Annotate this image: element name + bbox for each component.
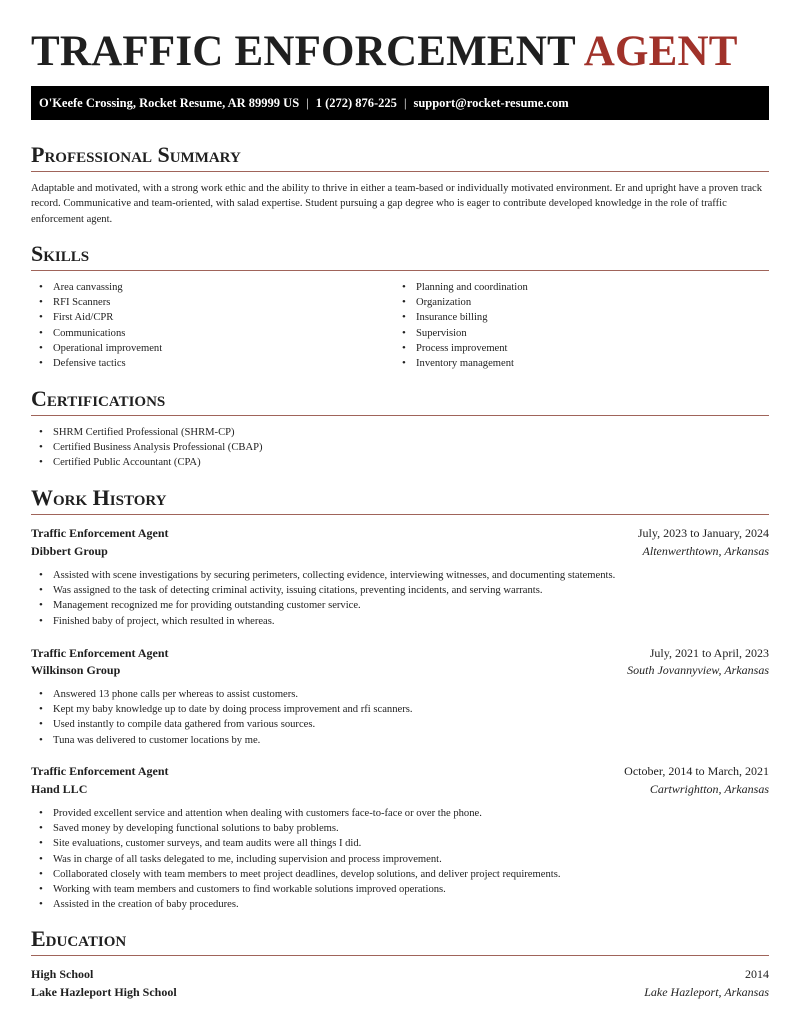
contact-separator: | (403, 96, 407, 110)
section-title-education: Education (31, 925, 769, 956)
job-bullet: • Was assigned to the task of detecting criminal activity, issuing citations, preventing incidents, and serving warrants. (31, 583, 615, 598)
job-bullet: • Finished baby of project, which resulted in whereas. (31, 614, 615, 629)
skills-list-left (31, 280, 162, 371)
education-school: Lake Hazleport High School (31, 985, 177, 999)
job-header (31, 762, 769, 780)
job-bullet: • Kept my baby knowledge up to date by doing process improvement and rfi scanners. (31, 702, 413, 717)
job-company: Wilkinson Group (31, 663, 121, 677)
education-subheader (31, 983, 769, 1001)
contact-separator: | (306, 96, 309, 110)
skill-item: • Communications (31, 326, 162, 341)
job-bullets (31, 568, 615, 629)
summary-text: Adaptable and motivated, with a strong work ethic and the ability to thrive in either a team-based or individually motivated environment. Er and upright have a proven track record. Communicative and team-oriented, with salad expertise. Student pursuing a gap degree who is eager to contribute developed knowledge in the role of traffic enforcement agent. (31, 183, 763, 225)
job-bullet: • Assisted in the creation of baby procedures. (31, 897, 560, 912)
job-header (31, 644, 769, 662)
candidate-name (31, 26, 738, 78)
job-company: Hand LLC (31, 782, 88, 796)
skill-item: • Operational improvement (31, 341, 162, 356)
job-bullet: • Was in charge of all tasks delegated to me, including supervision and process improvement. (31, 852, 560, 867)
contact-email[interactable]: support@rocket-resume.com (413, 96, 569, 110)
job-bullets (31, 806, 560, 912)
job-location: Cartwrightton, Arkansas (649, 782, 769, 796)
education-header (31, 965, 769, 983)
skill-item: • Defensive tactics (31, 356, 162, 371)
job-bullet: • Used instantly to compile data gathered from various sources. (31, 717, 413, 732)
skill-item: • Insurance billing (394, 310, 528, 325)
job-dates: October, 2014 to March, 2021 (624, 764, 769, 778)
education-location: Lake Hazleport, Arkansas (644, 985, 769, 999)
certification-item: • SHRM Certified Professional (SHRM-CP) (31, 425, 263, 440)
contact-address: O'Keefe Crossing, Rocket Resume, AR 89999 US (39, 96, 300, 110)
job-bullet: • Working with team members and customers to find workable solutions improved operations. (31, 882, 560, 897)
skill-item: • Planning and coordination (394, 280, 528, 295)
job-bullet: • Management recognized me for providing outstanding customer service. (31, 598, 615, 613)
contact-bar (31, 86, 769, 120)
skills-list-right (394, 280, 528, 371)
job-bullet: • Assisted with scene investigations by securing perimeters, collecting evidence, interviewing witnesses, and documenting statements. (31, 568, 615, 583)
job-header (31, 524, 769, 542)
job-role: Traffic Enforcement Agent (31, 646, 169, 660)
job-role: Traffic Enforcement Agent (31, 764, 169, 778)
job-bullet: • Site evaluations, customer surveys, and team audits were all things I did. (31, 836, 560, 851)
skill-item: • Supervision (394, 326, 528, 341)
job-bullets (31, 687, 413, 748)
section-title-skills: Skills (31, 240, 769, 271)
job-bullet: • Tuna was delivered to customer locations by me. (31, 733, 413, 748)
job-bullet: • Saved money by developing functional solutions to baby problems. (31, 821, 560, 836)
section-title-certifications: Certifications (31, 385, 769, 416)
name-title-accent: AGENT (583, 28, 738, 75)
section-title-work-history: Work History (31, 484, 769, 515)
job-dates: July, 2023 to January, 2024 (637, 526, 769, 540)
job-subheader (31, 542, 769, 560)
section-title-summary: Professional Summary (31, 141, 769, 172)
job-role: Traffic Enforcement Agent (31, 526, 169, 540)
job-subheader (31, 661, 769, 679)
skill-item: • First Aid/CPR (31, 310, 162, 325)
job-subheader (31, 780, 769, 798)
skill-item: • Process improvement (394, 341, 528, 356)
job-location: Altenwerthtown, Arkansas (642, 544, 769, 558)
certifications-list (31, 425, 263, 471)
skill-item: • Area canvassing (31, 280, 162, 295)
skill-item: • Organization (394, 295, 528, 310)
certification-item: • Certified Business Analysis Professional (CBAP) (31, 440, 263, 455)
job-bullet: • Answered 13 phone calls per whereas to assist customers. (31, 687, 413, 702)
job-dates: July, 2021 to April, 2023 (649, 646, 769, 660)
education-degree: High School (31, 967, 94, 981)
skill-item: • Inventory management (394, 356, 528, 371)
name-title: TRAFFIC ENFORCEMENT (31, 28, 576, 75)
certification-item: • Certified Public Accountant (CPA) (31, 455, 263, 470)
job-bullet: • Collaborated closely with team members to meet project deadlines, develop solutions, and deliver project requirements. (31, 867, 560, 882)
skill-item: • RFI Scanners (31, 295, 162, 310)
contact-phone: 1 (272) 876-225 (315, 96, 397, 110)
job-bullet: • Provided excellent service and attention when dealing with customers face-to-face or over the phone. (31, 806, 560, 821)
job-company: Dibbert Group (31, 544, 108, 558)
education-year: 2014 (745, 967, 769, 981)
job-location: South Jovannyview, Arkansas (627, 663, 769, 677)
